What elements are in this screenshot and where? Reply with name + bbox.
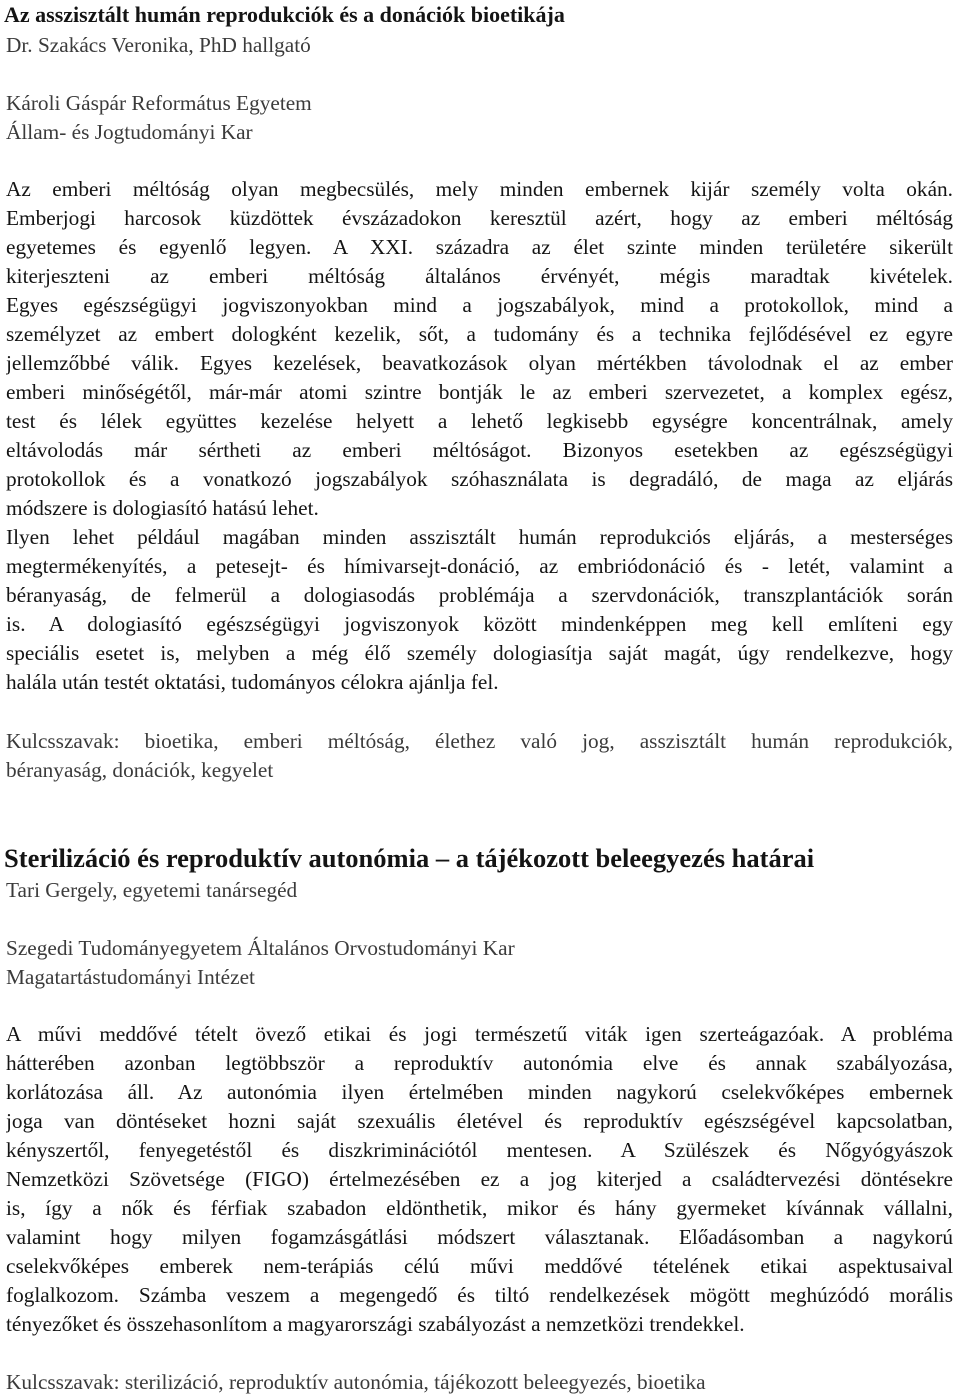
section1-body-line: is. A dologiasító egészségügyi jogviszonyok között mindenképpen meg kell említeni egy [6, 612, 953, 636]
section2-author: Tari Gergely, egyetemi tanársegéd [6, 878, 298, 902]
section1-body-line: eltávolodás már sértheti az emberi méltóságot. Bizonyos esetekben az egészségügyi [6, 438, 953, 462]
section2-affiliation-institute: Magatartástudományi Intézet [6, 965, 255, 989]
section1-body-line: speciális esetet is, melyben a még élő személy dologiasítja saját magát, úgy rendelkezve, hogy [6, 641, 953, 665]
section2-body-line: foglalkozom. Számba veszem a megengedő és tiltó rendelkezések mögött meghúzódó morális [6, 1283, 953, 1307]
section1-keywords-line: béranyaság, donációk, kegyelet [6, 758, 274, 782]
section2-body-line: valamint hogy milyen fogamzásgátlási módszert választanak. Előadásomban a nagykorú [6, 1225, 953, 1249]
section1-title: Az asszisztált humán reprodukciók és a donációk bioetikája [4, 3, 565, 27]
section1-body-line: megtermékenyítés, a petesejt- és hímivarsejt-donáció, az embriódonáció és - letét, valamint a [6, 554, 953, 578]
section1-body-line: jellemzőbbé válik. Egyes kezelések, beavatkozások olyan mértékben távolodnak el az ember [6, 351, 953, 375]
section1-body-line: halála után testét oktatási, tudományos célokra ajánlja fel. [6, 670, 499, 694]
section2-affiliation-university: Szegedi Tudományegyetem Általános Orvostudományi Kar [6, 936, 515, 960]
section1-body-line: Ilyen lehet például magában minden asszisztált humán reprodukciós eljárás, a mesterséges [6, 525, 953, 549]
section1-keywords-line: Kulcsszavak: bioetika, emberi méltóság, élethez való jog, asszisztált humán reprodukciók, [6, 729, 953, 753]
section1-body-line: Egyes egészségügyi jogviszonyokban mind a jogszabályok, mind a protokollok, mind a [6, 293, 953, 317]
section2-body-line: cselekvőképes emberek nem-terápiás célú művi meddővé tételének etikai aspektusaival [6, 1254, 953, 1278]
section1-body-line: egyetemes és egyenlő legyen. A XXI. századra az élet szinte minden területére sikerült [6, 235, 953, 259]
section2-body-line: hátterében azonban legtöbbször a reproduktív autonómia elve és annak szabályozása, [6, 1051, 953, 1075]
section2-body-line: kényszertől, fenyegetéstől és diszkriminációtól mentesen. A Szülészek és Nőgyógyászok [6, 1138, 953, 1162]
section1-affiliation-faculty: Állam- és Jogtudományi Kar [6, 120, 253, 144]
section2-body-line: Nemzetközi Szövetsége (FIGO) értelmezésében ez a jog kiterjed a családtervezési döntésekre [6, 1167, 953, 1191]
section1-body-line: Az emberi méltóság olyan megbecsülés, mely minden embernek kijár személy volta okán. [6, 177, 953, 201]
section2-title: Sterilizáció és reproduktív autonómia – a tájékozott beleegyezés határai [4, 843, 815, 873]
section1-author: Dr. Szakács Veronika, PhD hallgató [6, 33, 311, 57]
section1-body-line: emberi minőségétől, már-már atomi szintre bontják le az emberi szervezetet, a komplex egész, [6, 380, 953, 404]
section1-body-line: test és lélek együttes kezelése helyett a lehető legkisebb egységre koncentrálnak, amely [6, 409, 953, 433]
section2-body-line: korlátozása áll. Az autonómia ilyen értelmében minden nagykorú cselekvőképes embernek [6, 1080, 953, 1104]
section2-keywords-line: Kulcsszavak: sterilizáció, reproduktív autonómia, tájékozott beleegyezés, bioetika [6, 1370, 706, 1394]
section1-body-line: személyzet az embert dologként kezelik, sőt, a tudomány és a technika fejlődésével ez egyre [6, 322, 953, 346]
section2-body-line: A művi meddővé tételt övező etikai és jogi természetű viták igen szerteágazóak. A probléma [6, 1022, 953, 1046]
section2-body-line: tényezőket és összehasonlítom a magyarországi szabályozást a nemzetközi trendekkel. [6, 1312, 745, 1336]
section1-body-line: béranyaság, de felmerül a dologiasodás problémája a szervdonációk, transzplantációk során [6, 583, 953, 607]
section1-body-line: Emberjogi harcosok küzdöttek évszázadokon keresztül azért, hogy az emberi méltóság [6, 206, 953, 230]
section2-body-line: is, így a nők és férfiak szabadon eldönthetik, mikor és hány gyermeket kívánnak vállalni, [6, 1196, 953, 1220]
section2-body-line: joga van döntéseket hozni saját szexuális életével és reproduktív egészségével kapcsolatban, [6, 1109, 953, 1133]
section1-body-line: protokollok és a vonatkozó jogszabályok szóhasználata is degradáló, de maga az eljárás [6, 467, 953, 491]
section1-body-line: módszere is dologiasító hatású lehet. [6, 496, 319, 520]
section1-body-line: kiterjeszteni az emberi méltóság általános érvényét, mégis maradtak kivételek. [6, 264, 953, 288]
section1-affiliation-university: Károli Gáspár Református Egyetem [6, 91, 312, 115]
